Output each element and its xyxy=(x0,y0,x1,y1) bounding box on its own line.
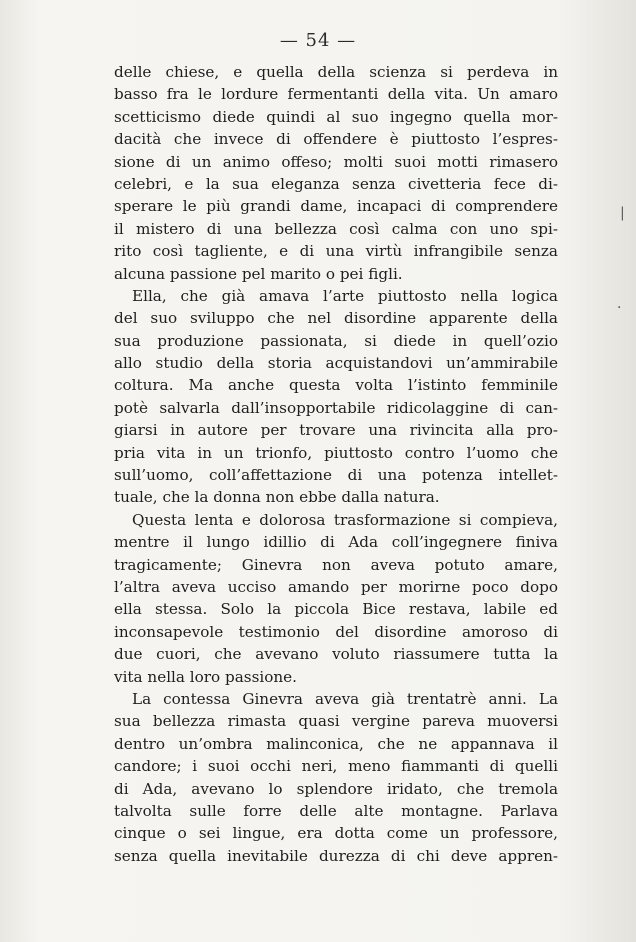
text-line: candore; i suoi occhi neri, meno fiammanti di quelli xyxy=(114,757,558,776)
text-line: sione di un animo offeso; molti suoi motti rimasero xyxy=(114,152,558,171)
text-line: sperare le più grandi dame, incapaci di comprendere xyxy=(114,197,558,216)
text-line: La contessa Ginevra aveva già trentatrè anni. La xyxy=(132,689,558,708)
text-line: allo studio della storia acquistandovi un’ammirabile xyxy=(114,354,558,373)
text-line: l’altra aveva ucciso amando per morirne poco dopo xyxy=(114,577,558,596)
text-line: due cuori, che avevano voluto riassumere tutta la xyxy=(114,645,558,664)
text-line: del suo sviluppo che nel disordine apparente della xyxy=(114,309,558,328)
text-line: dentro un’ombra malinconica, che ne appannava il xyxy=(114,734,558,753)
text-line: Questa lenta e dolorosa trasformazione si compieva, xyxy=(132,510,558,529)
text-line: ella stessa. Solo la piccola Bice restava, labile ed xyxy=(114,600,558,619)
text-line: mentre il lungo idillio di Ada coll’ingegnere finiva xyxy=(114,533,558,552)
text-line: celebri, e la sua eleganza senza civetteria fece di- xyxy=(114,174,558,193)
text-line: coltura. Ma anche questa volta l’istinto femminile xyxy=(114,376,558,395)
text-line: vita nella loro passione. xyxy=(114,667,297,686)
text-line: cinque o sei lingue, era dotta come un professore, xyxy=(114,824,558,843)
text-line: alcuna passione pel marito o pei figli. xyxy=(114,264,403,283)
page-number: — 54 — xyxy=(279,30,357,51)
text-line: delle chiese, e quella della scienza si perdeva in xyxy=(114,63,558,81)
text-line: potè salvarla dall’insopportabile ridicolaggine di can- xyxy=(114,398,558,417)
text-line: Ella, che già amava l’arte piuttosto nella logica xyxy=(132,286,558,305)
text-line: senza quella inevitabile durezza di chi deve appren- xyxy=(114,846,558,865)
text-line: rito così tagliente, e di una virtù infrangibile senza xyxy=(114,242,558,261)
text-line: dacità che invece di offendere è piuttosto l’espres- xyxy=(114,130,558,149)
text-line: talvolta sulle forre delle alte montagne. Parlava xyxy=(114,801,558,820)
text-line: il mistero di una bellezza così calma con uno spi- xyxy=(114,219,558,238)
text-line: scetticismo diede quindi al suo ingegno quella mor- xyxy=(114,107,558,126)
text-line: sull’uomo, coll’affettazione di una potenza intellet- xyxy=(114,466,558,485)
text-line: basso fra le lordure fermentanti della vita. Un amaro xyxy=(114,85,558,104)
body-text xyxy=(114,61,558,867)
text-line: giarsi in autore per trovare una rivincita alla pro- xyxy=(114,421,558,440)
text-line: sua bellezza rimasta quasi vergine pareva muoversi xyxy=(114,712,558,731)
text-line: tuale, che la donna non ebbe dalla natura. xyxy=(114,488,440,507)
text-line: pria vita in un trionfo, piuttosto contro l’uomo che xyxy=(114,443,558,462)
text-line: sua produzione passionata, si diede in quell’ozio xyxy=(114,331,558,350)
text-line: di Ada, avevano lo splendore iridato, che tremola xyxy=(114,779,558,798)
text-line: tragicamente; Ginevra non aveva potuto amare, xyxy=(114,555,558,574)
margin-mark: · xyxy=(617,300,622,316)
text-line: inconsapevole testimonio del disordine amoroso di xyxy=(114,622,558,641)
margin-mark: | xyxy=(620,205,625,221)
